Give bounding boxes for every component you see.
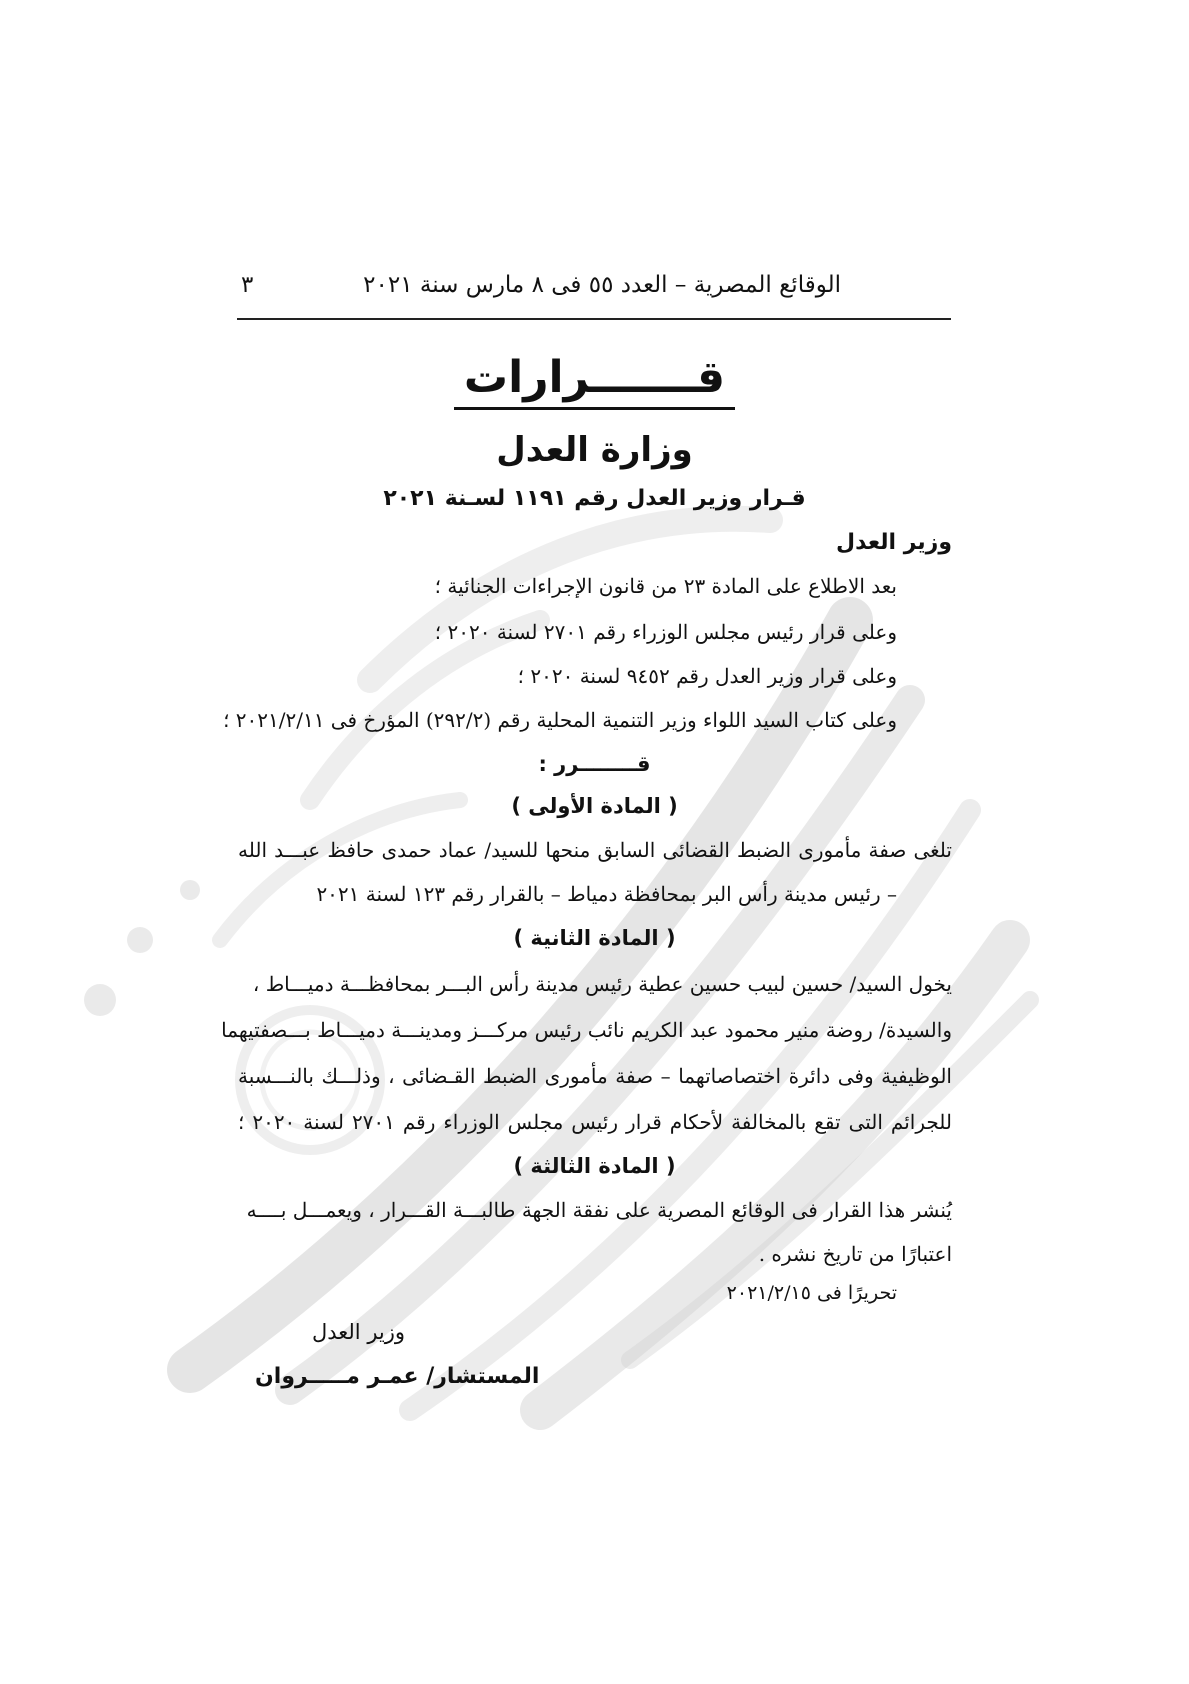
issuer-heading: وزير العدل <box>836 530 952 555</box>
article-line: والسيدة/ روضة منير محمود عبد الكريم نائب رئيس مركـــز ومدينـــة دميـــاط بـــصفتيهما <box>221 1018 952 1042</box>
section-title <box>0 352 1189 403</box>
preamble-line: بعد الاطلاع على المادة ٢٣ من قانون الإجراءات الجنائية ؛ <box>434 574 897 598</box>
article-line: الوظيفية وفى دائرة اختصاصاتهما – صفة مأمورى الضبط القـضائى ، وذلـــك بالنـــسبة <box>238 1064 952 1088</box>
page-header <box>237 272 951 306</box>
ministry-name: وزارة العدل <box>496 430 693 470</box>
article-heading: ( المادة الثالثة ) <box>513 1154 676 1178</box>
page-number: ٣ <box>241 272 254 298</box>
article-line: اعتبارًا من تاريخ نشره . <box>758 1242 952 1266</box>
article-line: للجرائم التى تقع بالمخالفة لأحكام قرار رئيس مجلس الوزراء رقم ٢٧٠١ لسنة ٢٠٢٠ ؛ <box>238 1110 952 1134</box>
article-line: تلغى صفة مأمورى الضبط القضائى السابق منحها للسيد/ عماد حمدى حافظ عبـــد الله <box>238 838 952 862</box>
decision-title: قـرار وزير العدل رقم ١١٩١ لسـنة ٢٠٢١ <box>383 486 806 511</box>
article-line: – رئيس مدينة رأس البر بمحافظة دمياط – بالقرار رقم ١٢٣ لسنة ٢٠٢١ <box>316 882 897 906</box>
header-title: الوقائع المصرية – العدد ٥٥ فى ٨ مارس سنة ٢٠٢١ <box>363 272 841 298</box>
header-divider <box>237 318 951 320</box>
preamble-line: وعلى قرار رئيس مجلس الوزراء رقم ٢٧٠١ لسنة ٢٠٢٠ ؛ <box>434 620 897 644</box>
preamble-line: وعلى كتاب السيد اللواء وزير التنمية المحلية رقم (٢٩٢/٢) المؤرخ فى ٢٠٢١/٢/١١ ؛ <box>223 708 897 732</box>
decided-heading: قــــــــرر : <box>538 752 651 776</box>
article-line: يخول السيد/ حسين لبيب حسين عطية رئيس مدينة رأس البـــر بمحافظـــة دميـــاط ، <box>252 972 952 996</box>
date-line: تحريرًا فى ٢٠٢١/٢/١٥ <box>726 1282 897 1304</box>
article-line: يُنشر هذا القرار فى الوقائع المصرية على نفقة الجهة طالبـــة القـــرار ، ويعمـــل بــــه <box>246 1198 952 1222</box>
section-title-text: قـــــــرارات <box>454 352 735 410</box>
signature-title: وزير العدل <box>312 1320 406 1344</box>
article-heading: ( المادة الأولى ) <box>511 794 678 818</box>
signature-name: المستشار/ عمـر مـــــروان <box>255 1364 540 1389</box>
article-heading: ( المادة الثانية ) <box>513 926 676 950</box>
preamble-line: وعلى قرار وزير العدل رقم ٩٤٥٢ لسنة ٢٠٢٠ ؛ <box>517 664 897 688</box>
